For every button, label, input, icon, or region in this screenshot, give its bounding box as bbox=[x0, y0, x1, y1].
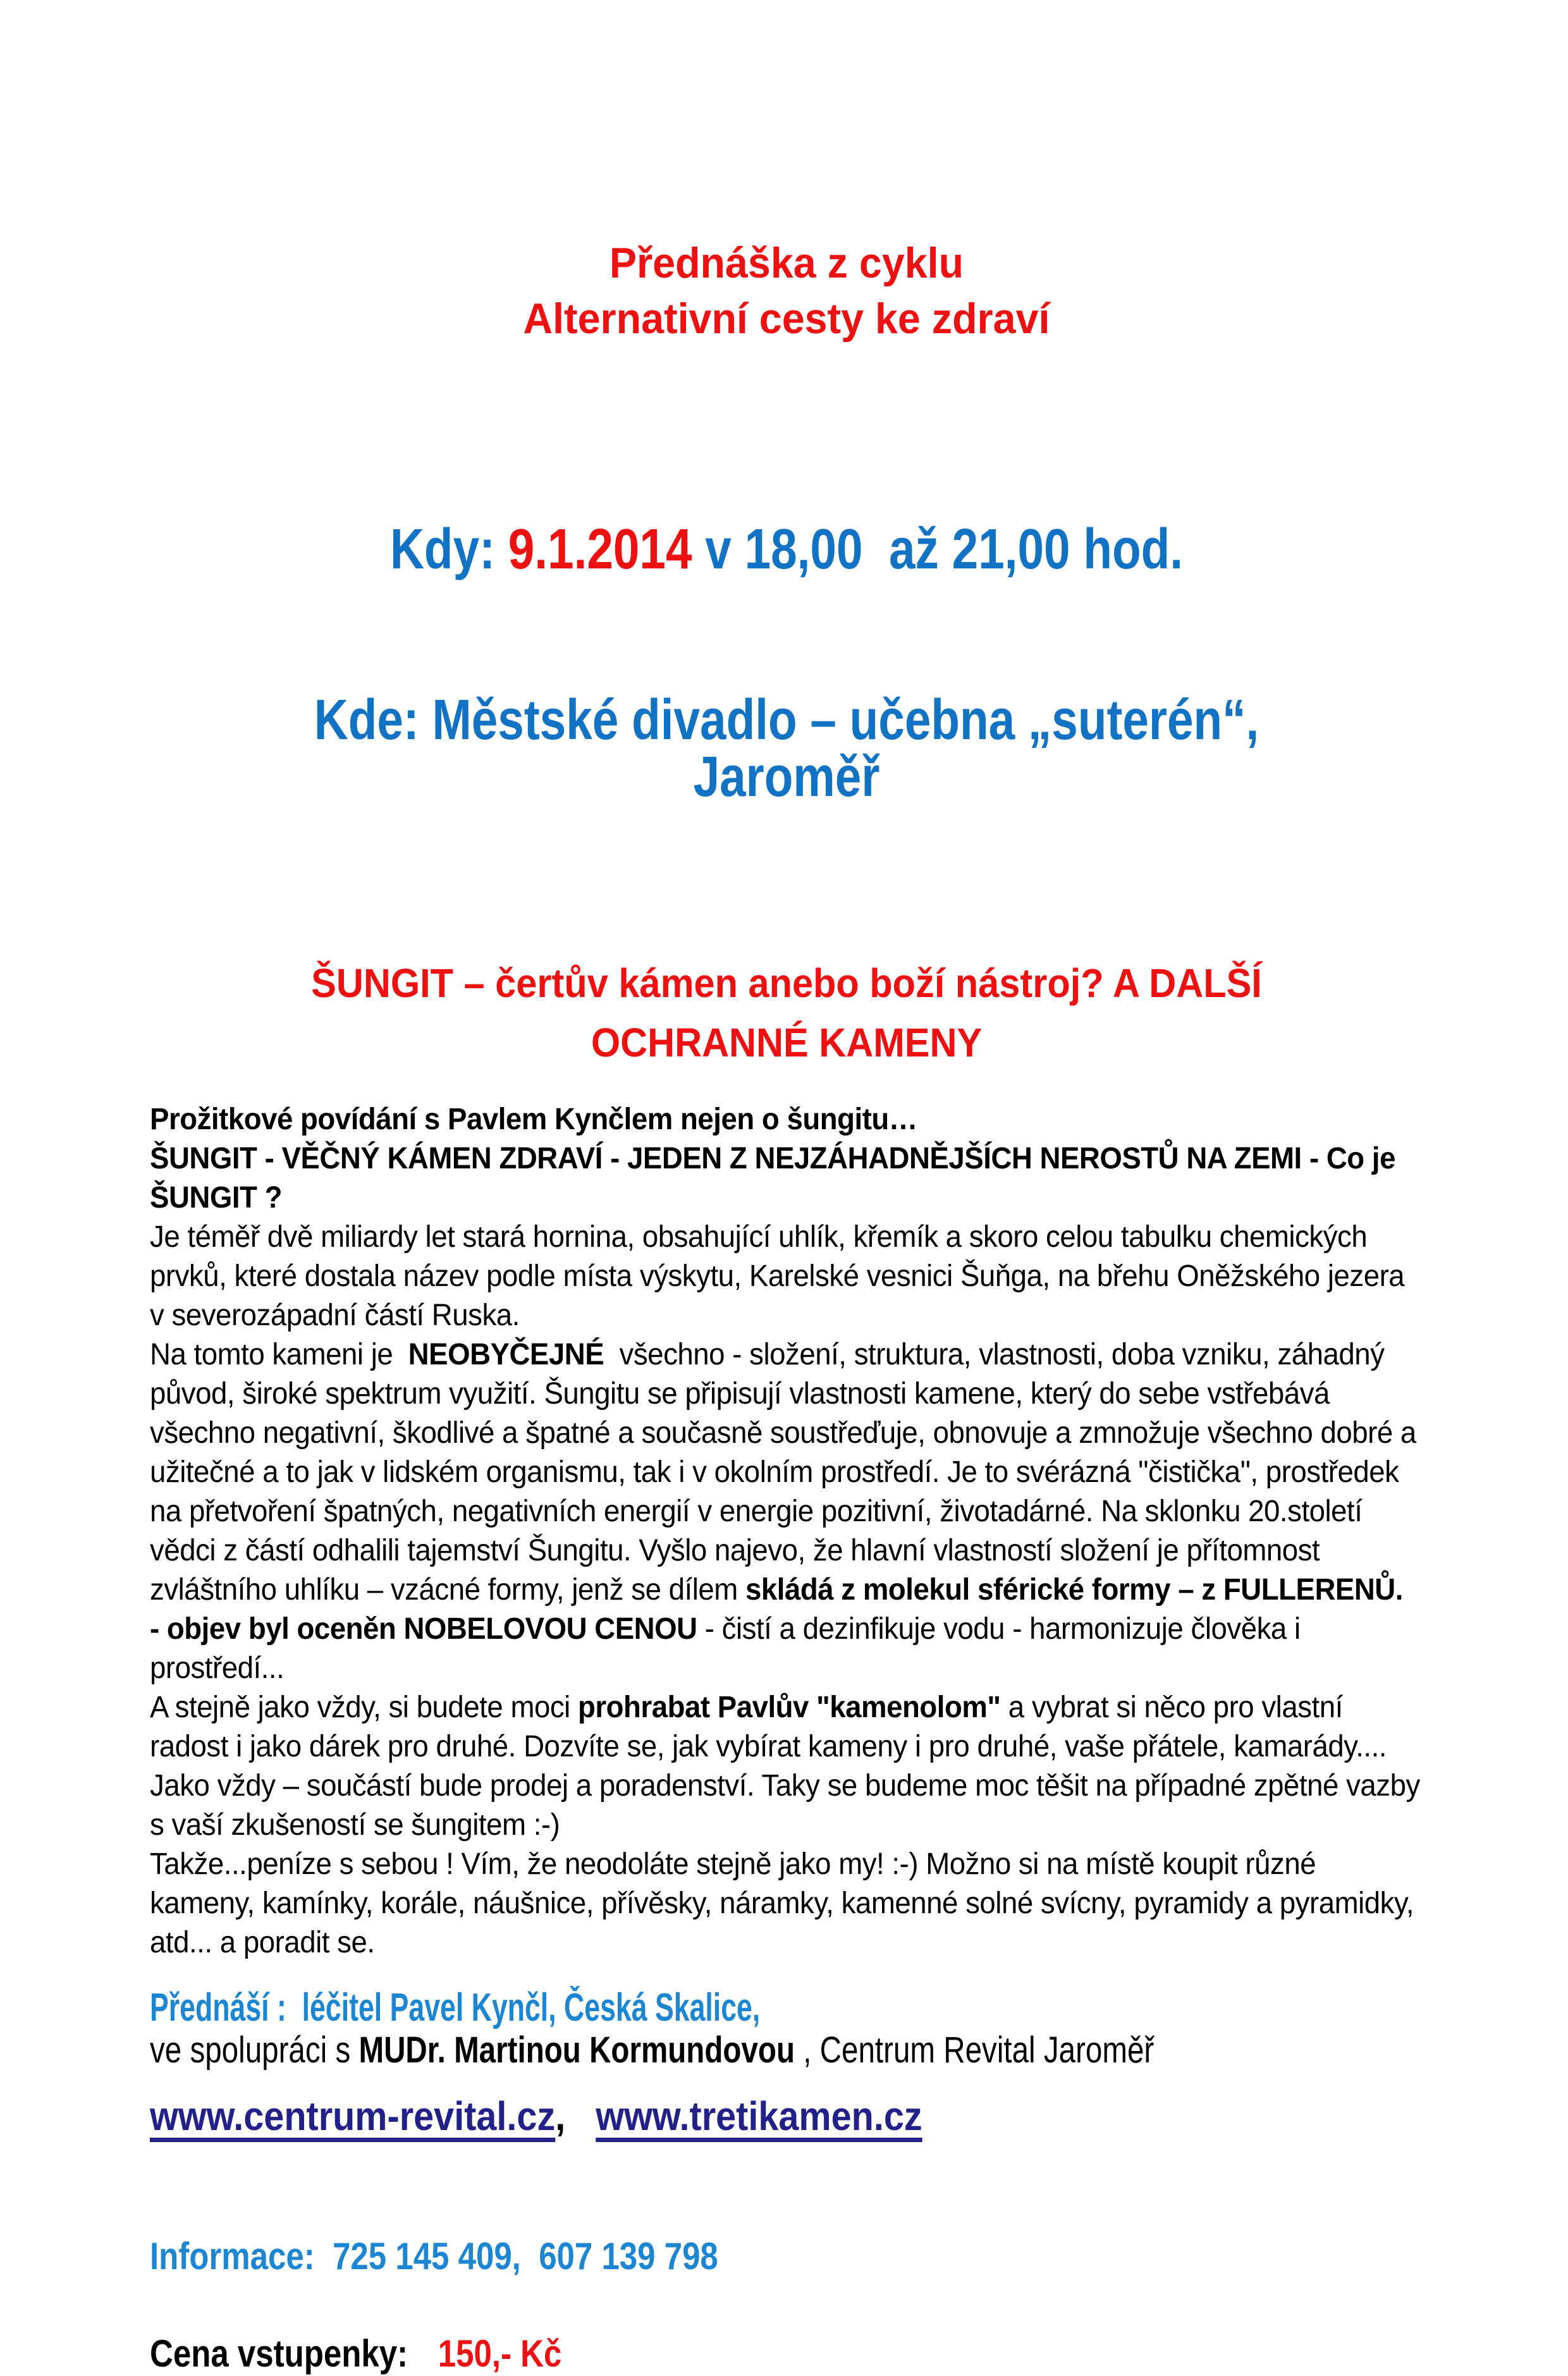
body-text bbox=[150, 1100, 1428, 1963]
lecture-topic-line: ŠUNGIT – čertův kámen anebo boží nástroj? A DALŠÍ bbox=[311, 960, 1262, 1006]
body-run-bold: Prožitkové povídání s Pavlem Kynčlem nejen o šungitu… bbox=[150, 1103, 917, 1136]
page-title-line: Alternativní cesty ke zdraví bbox=[523, 295, 1050, 343]
info-phone-line: Informace: 725 145 409, 607 139 798 bbox=[150, 2235, 718, 2277]
event-time: v 18,00 až 21,00 hod. bbox=[692, 518, 1184, 581]
body-paragraph bbox=[150, 1688, 1423, 1767]
body-run-bold: prohrabat Pavlův "kamenolom" bbox=[578, 1691, 1001, 1724]
website-link-tretikamen[interactable]: www.tretikamen.cz bbox=[596, 2093, 922, 2139]
body-run: - čistí a dezinfikuje vodu - harmonizuje člověka i prostředí... bbox=[150, 1612, 1308, 1685]
lecture-topic bbox=[194, 953, 1378, 1072]
when-label: Kdy: bbox=[389, 518, 508, 581]
page-title-line: Přednáška z cyklu bbox=[609, 239, 964, 287]
cooperation-line bbox=[150, 2030, 1446, 2071]
body-run: Takže...peníze s sebou ! Vím, že neodoláte stejně jako my! :-) Možno si na místě koupit různé kameny, kamínky, korále, náušnice, přívěsky, náramky, kamenné solné svícny, pyramidy a pyramidky, atd... a poradit se. bbox=[150, 1847, 1422, 1959]
website-link-centrum-revital[interactable]: www.centrum-revital.cz bbox=[150, 2093, 556, 2139]
website-links bbox=[150, 2091, 1516, 2141]
ticket-price-label: Cena vstupenky: bbox=[150, 2332, 408, 2375]
lecture-topic-line: OCHRANNÉ KAMENY bbox=[591, 1020, 983, 1065]
body-paragraph bbox=[150, 1218, 1423, 1335]
event-details bbox=[258, 407, 1315, 919]
body-paragraph bbox=[150, 1767, 1428, 1845]
body-paragraph bbox=[150, 1610, 1423, 1688]
body-run: všechno - složení, struktura, vlastnosti, doba vzniku, záhadný původ, široké spektrum využití. Šungitu se připisují vlastnosti kamene, který do sebe vstřebává všechno negativní, škodlivé a špatné a současně soustřeďuje, obnovuje a zmnožuje všechno dobré a užitečné a to jak v lidském organismu, tak i v okolním prostředí. Je to svérázná "čistička", prostředek na přetvoření špatných, negativních energií v energie pozitivní, životadárné. Na sklonku 20.století vědci z částí odhalili tajemství Šungitu. Vyšlo najevo, že hlavní vlastností složení je přítomnost zvláštního uhlíku – vzácné formy, jenž se dílem bbox=[150, 1338, 1424, 1607]
body-paragraph bbox=[150, 1845, 1423, 1963]
body-run-bold: skládá z molekul sférické formy – z FULLERENŮ. bbox=[745, 1573, 1403, 1607]
event-date-line bbox=[258, 518, 1315, 581]
body-paragraph bbox=[150, 1139, 1423, 1218]
page-title bbox=[181, 235, 1391, 346]
body-paragraph bbox=[150, 1100, 1423, 1139]
body-run: Je téměř dvě miliardy let stará hornina, obsahující uhlík, křemík a skoro celou tabulku chemických prvků, které dostala název podle místa výskytu, Karelské vesnici Šuňga, na břehu Oněžského jezera v severozápadní částí Ruska. bbox=[150, 1220, 1412, 1332]
body-run: Jako vždy – součástí bude prodej a poradenství. Taky se budeme moc těšit na případné zpětné vazby s vaší zkušeností se šungitem :-) bbox=[150, 1769, 1428, 1842]
body-run-bold: - objev byl oceněn NOBELOVOU CENOU bbox=[150, 1612, 697, 1646]
body-paragraph bbox=[150, 1335, 1423, 1610]
body-run: A stejně jako vždy, si budete moci bbox=[150, 1691, 579, 1724]
cooperation-prefix: ve spolupráci s bbox=[150, 2030, 359, 2071]
body-run-bold: ŠUNGIT - VĚČNÝ KÁMEN ZDRAVÍ - JEDEN Z NEJZÁHADNĚJŠÍCH NEROSTŮ NA ZEMI - Co je ŠUNGIT ? bbox=[150, 1142, 1404, 1215]
links-separator: , bbox=[555, 2093, 596, 2139]
cooperation-suffix: , Centrum Revital Jaroměř bbox=[795, 2030, 1155, 2071]
body-run: Na tomto kameni je bbox=[150, 1338, 408, 1371]
event-date: 9.1.2014 bbox=[508, 518, 692, 581]
body-run-bold: NEOBYČEJNÉ bbox=[408, 1338, 604, 1371]
lecturer-line: Přednáší : léčitel Pavel Kynčl, Česká Skalice, bbox=[150, 1986, 761, 2030]
ticket-price-value: 150,- Kč bbox=[438, 2332, 562, 2375]
body-run: a vybrat si něco pro vlastní radost i jako dárek pro druhé. Dozvíte se, jak vybírat kameny i pro druhé, vaše přátele, kamarády.... bbox=[150, 1691, 1387, 1763]
event-location-line: Kde: Městské divadlo – učebna „suterén“, Jaroměř bbox=[314, 689, 1272, 809]
cooperation-doctor-name: MUDr. Martinou Kormundovou bbox=[358, 2030, 795, 2071]
ticket-price-line bbox=[150, 2332, 1440, 2376]
